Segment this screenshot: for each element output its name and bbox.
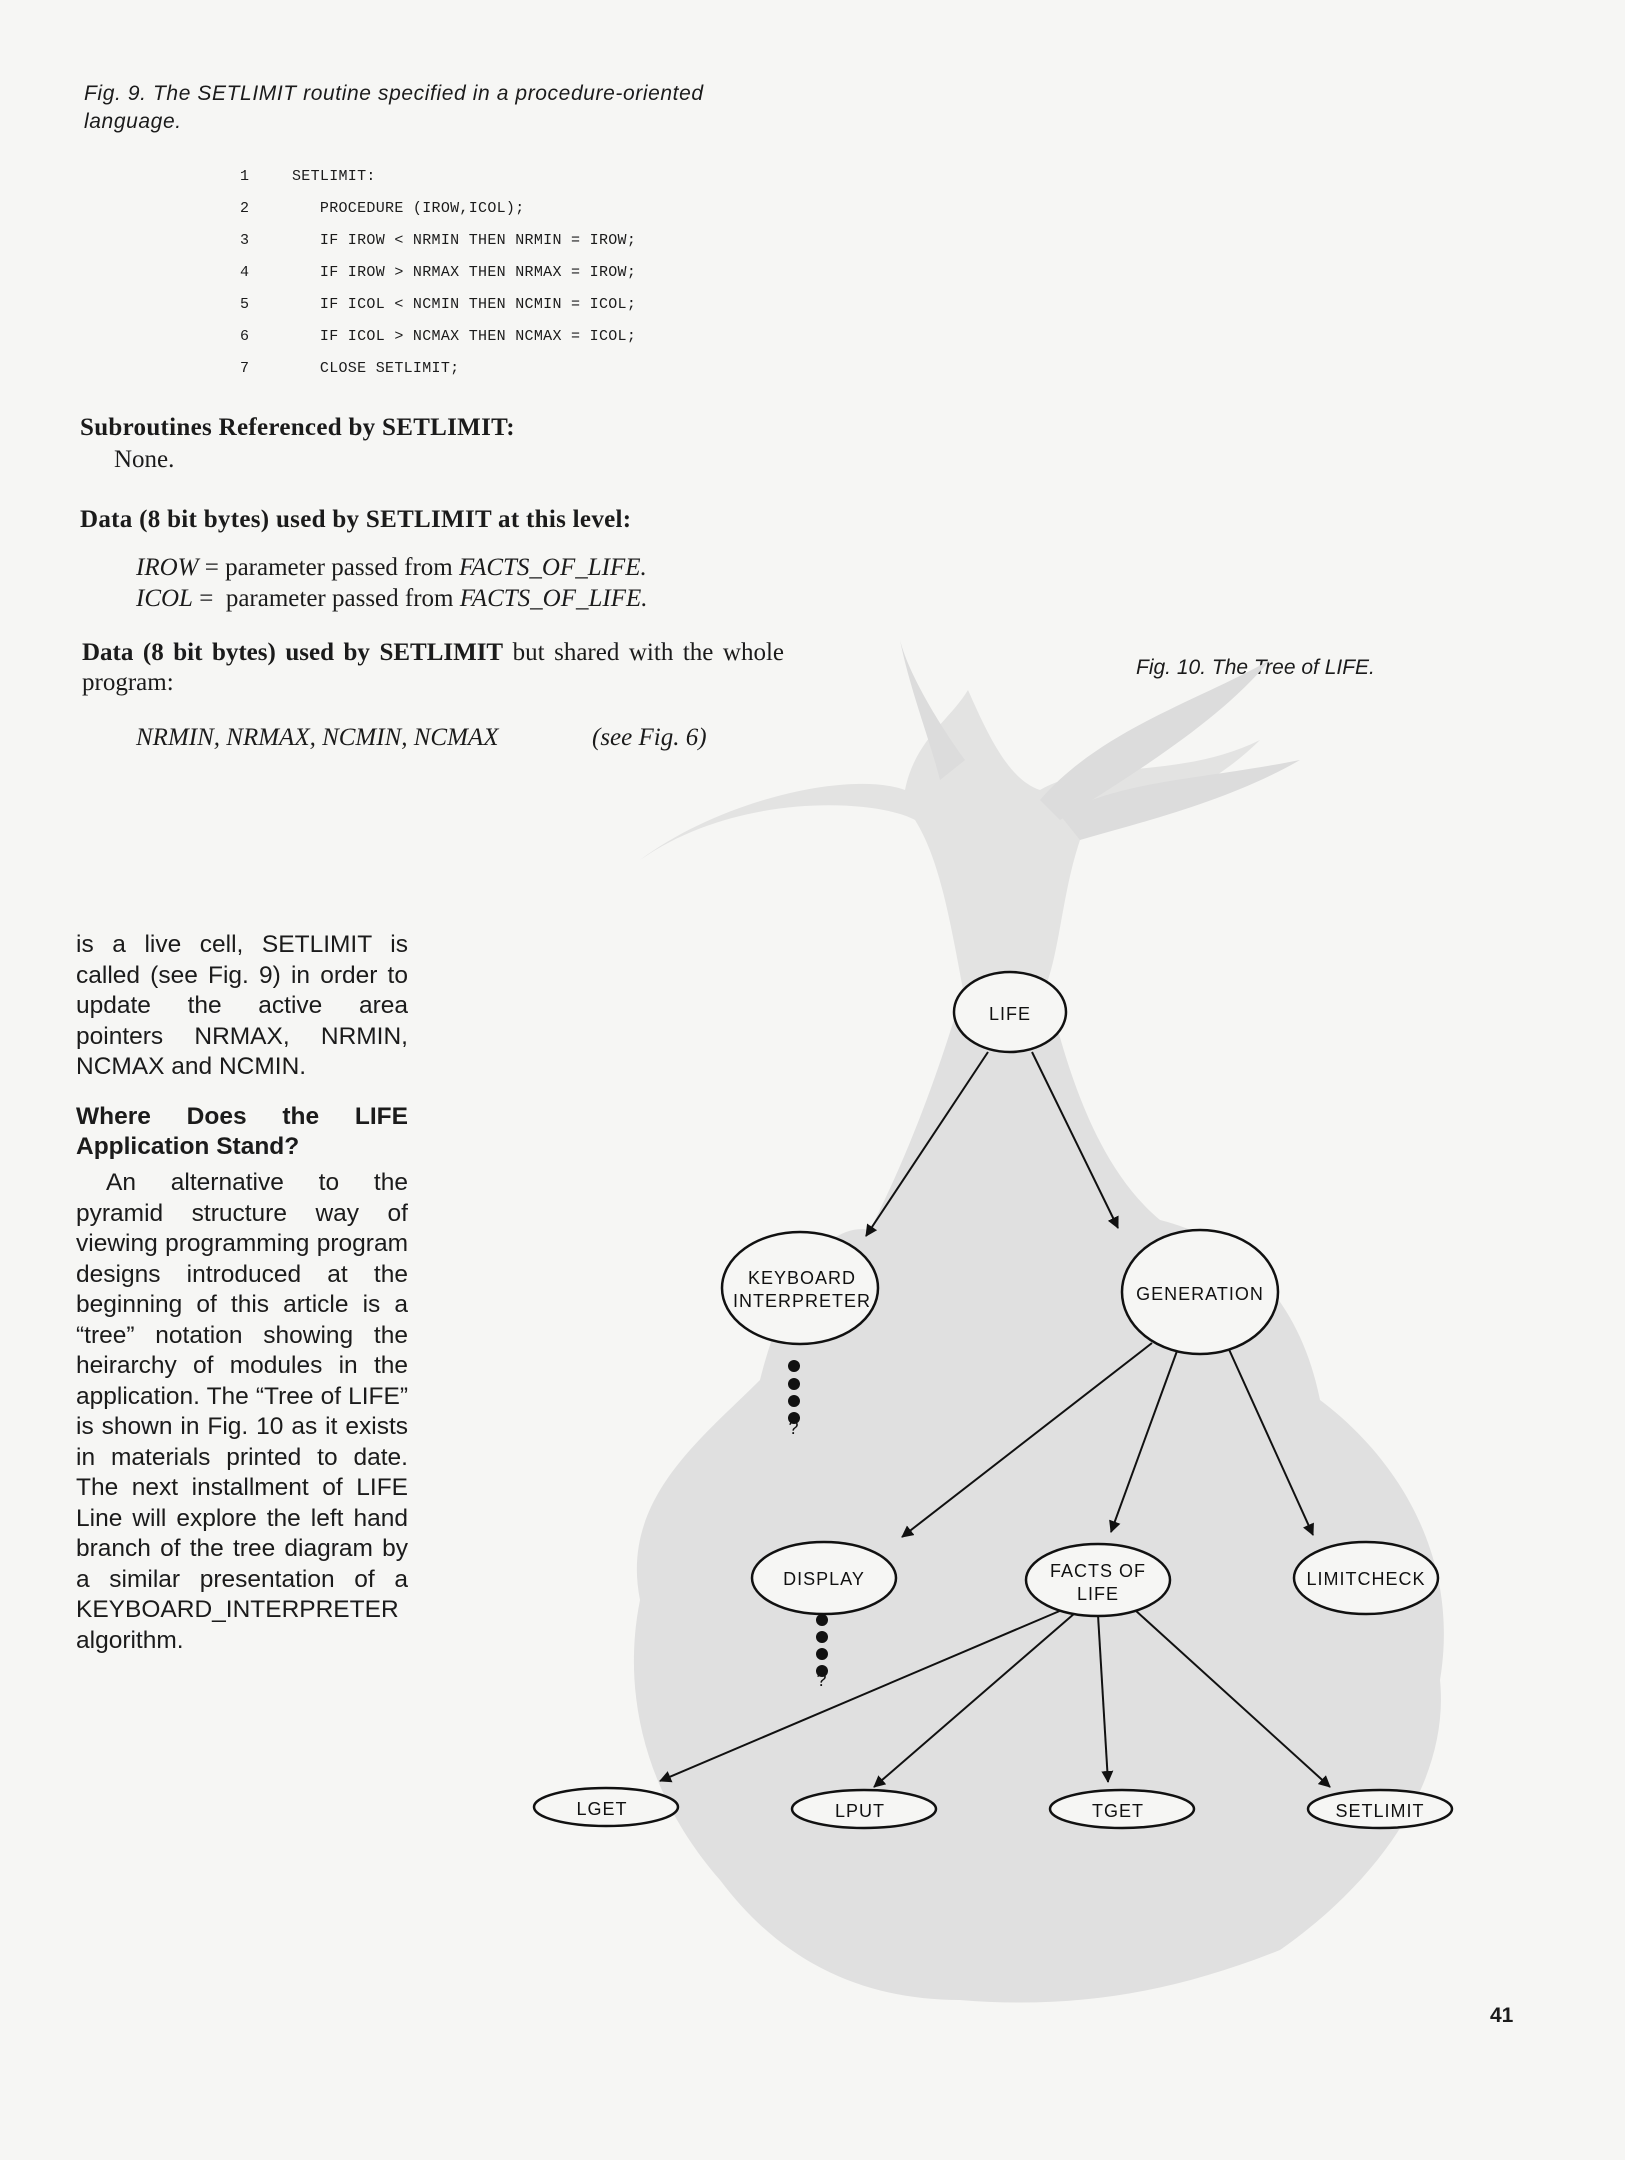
param-source: FACTS_OF_LIFE. — [459, 554, 647, 581]
line-text: IF ICOL < NCMIN THEN NCMIN = ICOL; — [292, 295, 637, 313]
line-text: CLOSE SETLIMIT; — [292, 359, 460, 377]
label-display-unknown: ? — [816, 1670, 828, 1690]
data-level-heading: Data (8 bit bytes) used by SETLIMIT at this level: — [80, 506, 632, 533]
label-generation: GENERATION — [1136, 1284, 1264, 1304]
label-setlimit: SETLIMIT — [1335, 1801, 1425, 1821]
label-keyboard-unknown: ? — [788, 1418, 800, 1438]
line-text: SETLIMIT: — [292, 167, 376, 185]
param-name: ICOL — [136, 585, 193, 612]
label-interpreter: INTERPRETER — [732, 1291, 872, 1311]
label-life: LIFE — [988, 1004, 1032, 1024]
line-text: IF ICOL > NCMAX THEN NCMAX = ICOL; — [292, 327, 637, 345]
label-facts-life: LIFE — [1076, 1584, 1120, 1604]
line-text: PROCEDURE (IROW,ICOL); — [292, 199, 525, 217]
param-desc: = parameter passed from — [192, 585, 460, 612]
label-lget: LGET — [576, 1799, 628, 1819]
fig9-caption: Fig. 9. The SETLIMIT routine specified in a procedure-oriented language. — [84, 82, 704, 133]
param-name: IROW — [136, 554, 199, 581]
data-shared-heading-rest: but shared with the whole program: — [82, 639, 785, 696]
paragraph-text: is a live cell, SETLIMIT is called (see Fig. 9) in order to update the active area pointers NRMAX, NRMIN, NCMAX and NCMIN. — [76, 931, 408, 1080]
line-number: 3 — [240, 231, 250, 249]
label-limitcheck: LIMITCHECK — [1306, 1569, 1426, 1589]
line-number: 7 — [240, 359, 250, 377]
param-desc: = parameter passed from — [198, 554, 460, 581]
line-number: 1 — [240, 167, 250, 185]
line-number: 2 — [240, 199, 250, 217]
line-text: IF IROW < NRMIN THEN NRMIN = IROW; — [292, 231, 637, 249]
label-keyboard: KEYBOARD — [747, 1268, 857, 1288]
shared-vars-ref: (see Fig. 6) — [592, 724, 707, 751]
page-number: 41 — [1490, 2004, 1514, 2027]
subroutines-value: None. — [114, 446, 175, 473]
fig10-caption: Fig. 10. The Tree of LIFE. — [1136, 656, 1375, 679]
node-keyboard-interpreter — [722, 1232, 878, 1344]
label-display: DISPLAY — [783, 1569, 865, 1589]
line-text: IF IROW > NRMAX THEN NRMAX = IROW; — [292, 263, 637, 281]
line-number: 5 — [240, 295, 250, 313]
label-facts-of: FACTS OF — [1049, 1561, 1147, 1581]
subroutines-heading: Subroutines Referenced by SETLIMIT: — [80, 414, 515, 441]
line-number: 6 — [240, 327, 250, 345]
data-shared-heading-bold: Data (8 bit bytes) used by SETLIMIT — [82, 639, 504, 666]
section-heading: Where Does the LIFE Application Stand? — [76, 1103, 408, 1160]
shared-vars: NRMIN, NRMAX, NCMIN, NCMAX — [136, 724, 499, 751]
param-source: FACTS_OF_LIFE. — [459, 585, 648, 612]
label-tget: TGET — [1092, 1801, 1144, 1821]
paragraph-text: An alternative to the pyramid structure way of viewing programming program designs introduced at the beginning of this article is a “tree” notation showing the heirarchy of modules in the application. The “Tree of LIFE” is shown in Fig. 10 as it exists in materials printed to date. The next installment of LIFE Line will explore the left hand branch of the tree diagram by a similar presentation of a KEYBOARD_INTERPRETER algorithm. — [76, 1169, 408, 1654]
label-lput: LPUT — [834, 1801, 886, 1821]
line-number: 4 — [240, 263, 250, 281]
